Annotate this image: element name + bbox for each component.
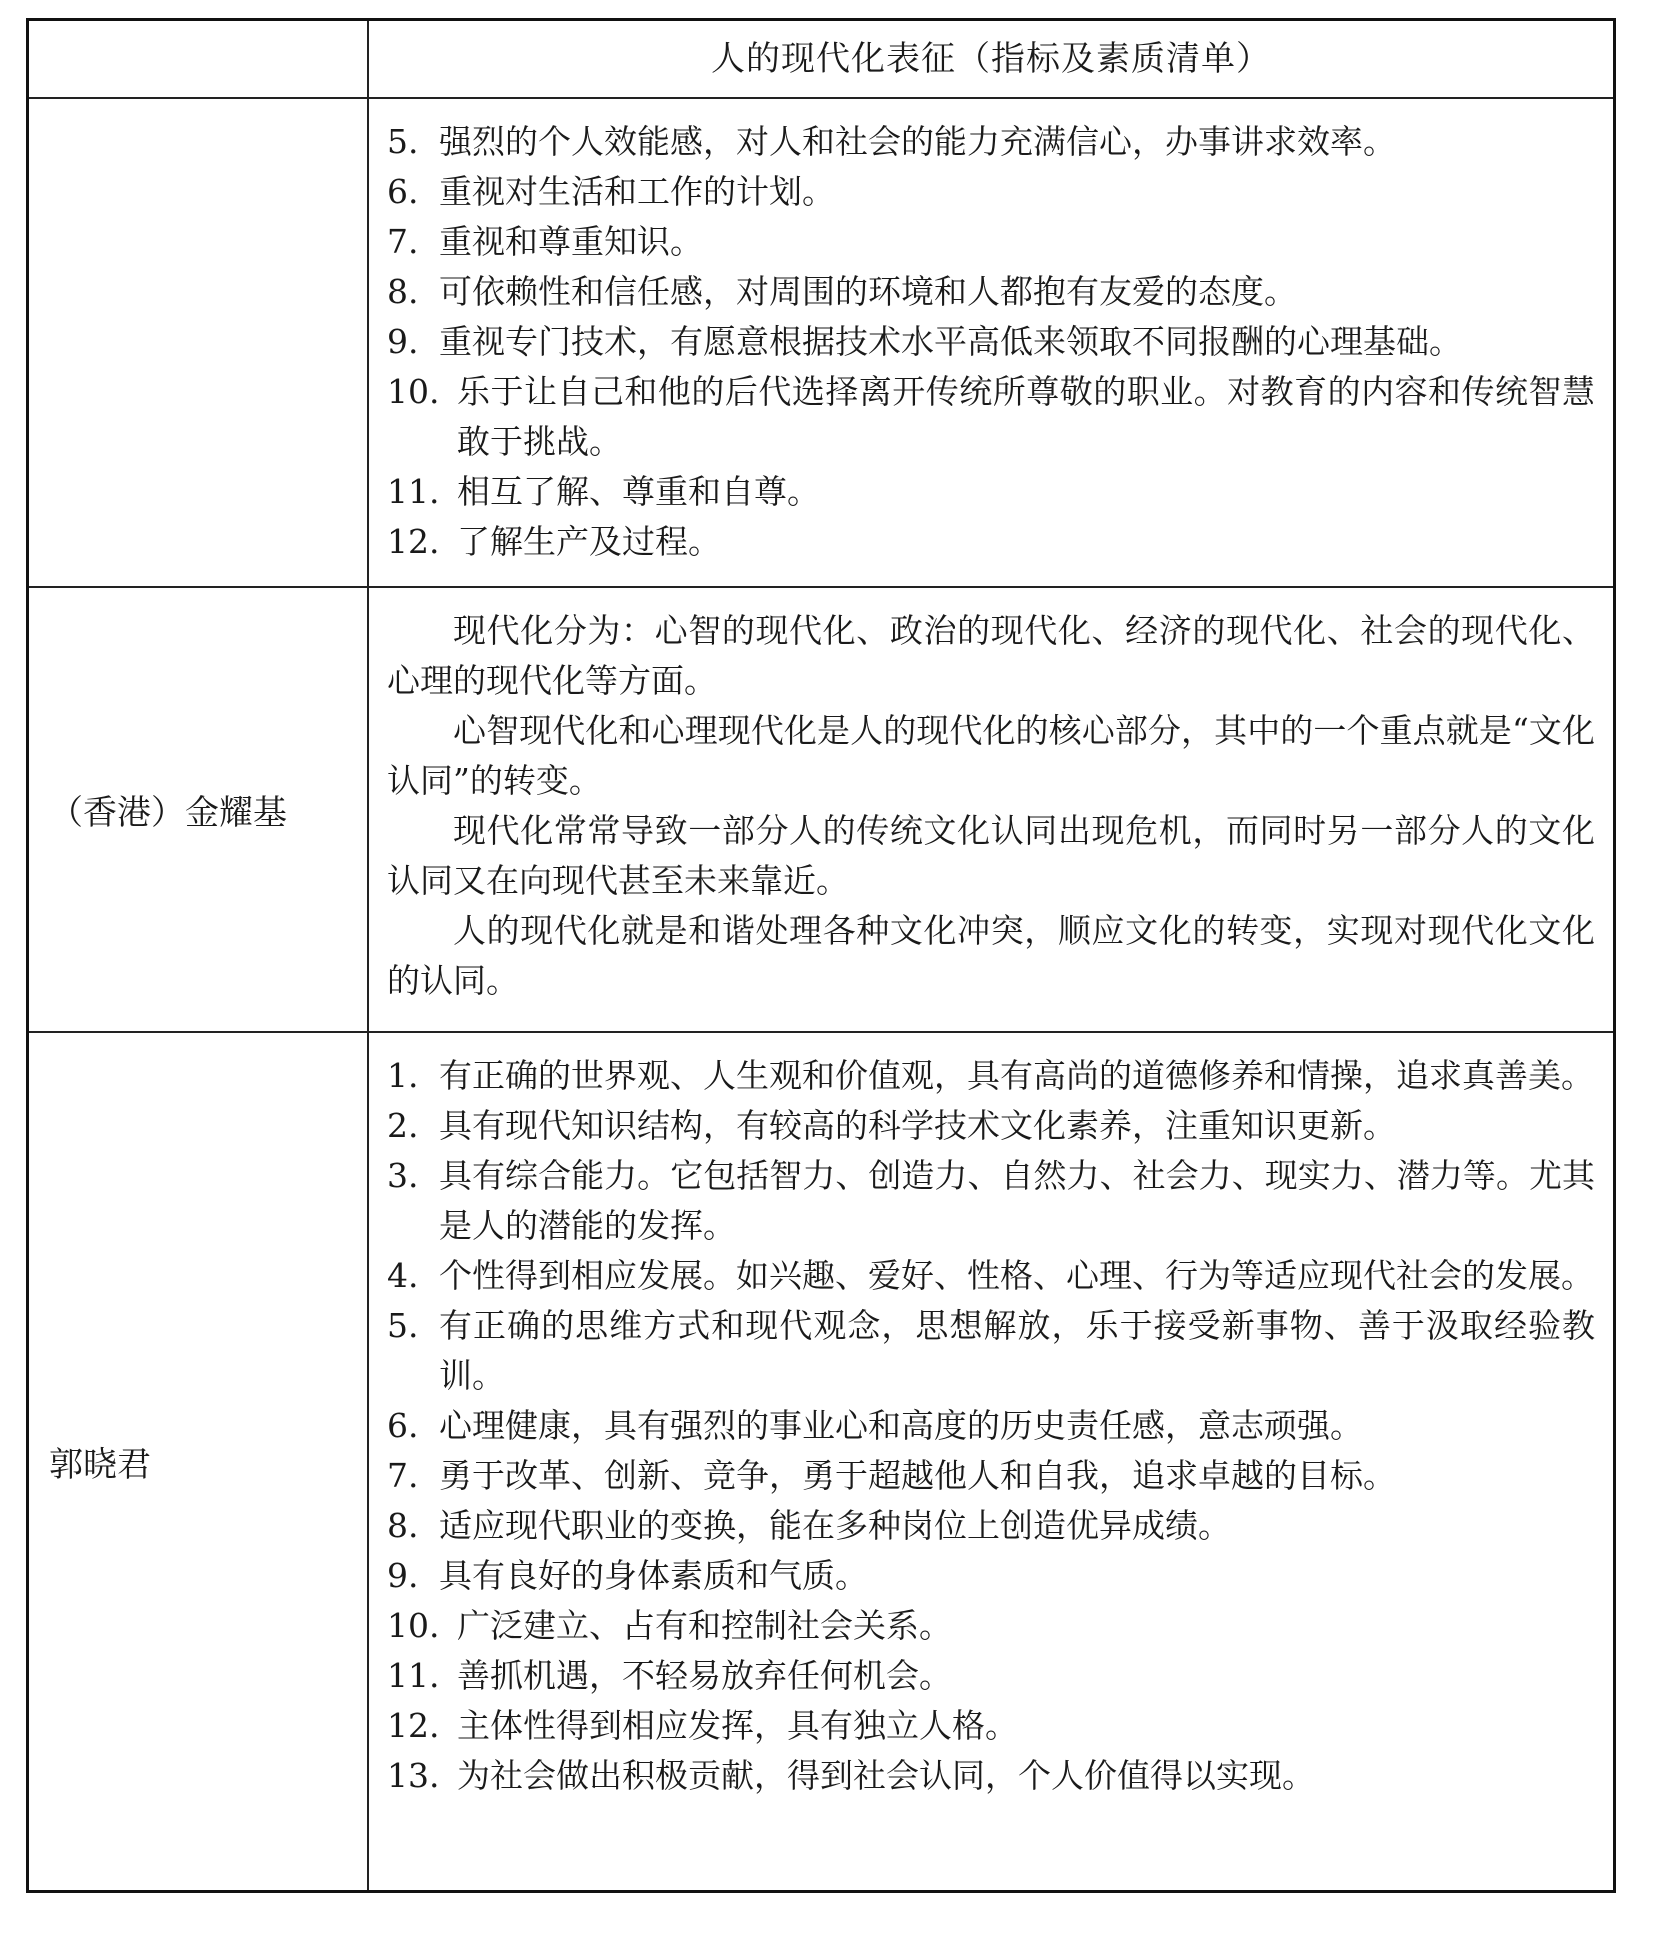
paragraph: 现代化常常导致一部分人的传统文化认同出现危机，而同时另一部分人的文化认同又在向现代甚至未来靠近。 bbox=[387, 811, 1595, 900]
list-item bbox=[387, 167, 1595, 217]
item-text: 乐于让自己和他的后代选择离开传统所尊敬的职业。对教育的内容和传统智慧敢于挑战。 bbox=[457, 372, 1595, 461]
table-row bbox=[29, 1031, 1613, 1890]
list-item bbox=[387, 1701, 1595, 1751]
paragraph: 人的现代化就是和谐处理各种文化冲突，顺应文化的转变，实现对现代化文化的认同。 bbox=[387, 911, 1595, 1000]
table-title: 人的现代化表征（指标及素质清单） bbox=[711, 39, 1271, 79]
item-text: 具有良好的身体素质和气质。 bbox=[439, 1556, 868, 1595]
author-cell bbox=[29, 99, 367, 586]
item-number: 12. bbox=[387, 522, 440, 561]
item-text: 可依赖性和信任感，对周围的环境和人都抱有友爱的态度。 bbox=[439, 272, 1297, 311]
paragraph: 现代化分为：心智的现代化、政治的现代化、经济的现代化、社会的现代化、心理的现代化等方面。 bbox=[387, 611, 1595, 700]
item-text: 勇于改革、创新、竞争，勇于超越他人和自我，追求卓越的目标。 bbox=[439, 1456, 1396, 1495]
list-item bbox=[387, 467, 1595, 517]
list-item bbox=[387, 1051, 1595, 1101]
list-item bbox=[387, 1101, 1595, 1151]
list-item bbox=[387, 1751, 1595, 1801]
item-number: 5. bbox=[387, 1306, 419, 1345]
list-item bbox=[387, 1151, 1595, 1251]
item-text: 心理健康，具有强烈的事业心和高度的历史责任感，意志顽强。 bbox=[439, 1406, 1363, 1445]
item-text: 善抓机遇，不轻易放弃任何机会。 bbox=[457, 1656, 952, 1695]
author-cell: 郭晓君 bbox=[49, 1445, 151, 1485]
item-text: 主体性得到相应发挥，具有独立人格。 bbox=[457, 1706, 1018, 1745]
item-number: 5. bbox=[387, 122, 419, 161]
list-item bbox=[387, 1651, 1595, 1701]
item-text: 具有综合能力。它包括智力、创造力、自然力、社会力、现实力、潜力等。尤其是人的潜能的发挥。 bbox=[439, 1156, 1595, 1245]
list-item bbox=[387, 1451, 1595, 1501]
item-number: 13. bbox=[387, 1756, 440, 1795]
list-item bbox=[387, 1301, 1595, 1401]
header-row bbox=[29, 21, 1613, 97]
item-number: 7. bbox=[387, 1456, 419, 1495]
item-number: 9. bbox=[387, 322, 419, 361]
item-number: 12. bbox=[387, 1706, 440, 1745]
list-item bbox=[387, 1501, 1595, 1551]
item-text: 适应现代职业的变换，能在多种岗位上创造优异成绩。 bbox=[439, 1506, 1231, 1545]
item-number: 7. bbox=[387, 222, 419, 261]
list-item bbox=[387, 1251, 1595, 1301]
list-item bbox=[387, 1601, 1595, 1651]
header-left-cell bbox=[29, 21, 367, 97]
item-number: 3. bbox=[387, 1156, 419, 1195]
content-cell bbox=[369, 588, 1613, 1031]
item-text: 个性得到相应发展。如兴趣、爱好、性格、心理、行为等适应现代社会的发展。 bbox=[439, 1256, 1594, 1295]
item-text: 相互了解、尊重和自尊。 bbox=[457, 472, 820, 511]
item-number: 8. bbox=[387, 272, 419, 311]
item-number: 2. bbox=[387, 1106, 419, 1145]
item-number: 11. bbox=[387, 1656, 440, 1695]
item-number: 10. bbox=[387, 1606, 440, 1645]
item-text: 重视专门技术，有愿意根据技术水平高低来领取不同报酬的心理基础。 bbox=[439, 322, 1462, 361]
list-item bbox=[387, 317, 1595, 367]
item-number: 6. bbox=[387, 172, 419, 211]
item-number: 8. bbox=[387, 1506, 419, 1545]
content-cell bbox=[369, 1033, 1613, 1890]
item-text: 为社会做出积极贡献，得到社会认同，个人价值得以实现。 bbox=[457, 1756, 1315, 1795]
item-text: 广泛建立、占有和控制社会关系。 bbox=[457, 1606, 952, 1645]
item-number: 11. bbox=[387, 472, 440, 511]
item-text: 强烈的个人效能感，对人和社会的能力充满信心，办事讲求效率。 bbox=[439, 122, 1396, 161]
list-item bbox=[387, 267, 1595, 317]
item-number: 9. bbox=[387, 1556, 419, 1595]
item-number: 1. bbox=[387, 1056, 419, 1095]
list-item bbox=[387, 117, 1595, 167]
item-text: 重视对生活和工作的计划。 bbox=[439, 172, 835, 211]
list-item bbox=[387, 1551, 1595, 1601]
item-text: 有正确的世界观、人生观和价值观，具有高尚的道德修养和情操，追求真善美。 bbox=[439, 1056, 1594, 1095]
item-text: 有正确的思维方式和现代观念，思想解放，乐于接受新事物、善于汲取经验教训。 bbox=[439, 1306, 1595, 1395]
table-row bbox=[29, 97, 1613, 586]
item-text: 具有现代知识结构，有较高的科学技术文化素养，注重知识更新。 bbox=[439, 1106, 1396, 1145]
list-item bbox=[387, 517, 1595, 567]
item-number: 10. bbox=[387, 372, 440, 411]
item-text: 了解生产及过程。 bbox=[457, 522, 721, 561]
list-item bbox=[387, 367, 1595, 467]
list-item bbox=[387, 217, 1595, 267]
author-cell: （香港）金耀基 bbox=[49, 793, 287, 833]
item-number: 4. bbox=[387, 1256, 419, 1295]
paragraph: 心智现代化和心理现代化是人的现代化的核心部分，其中的一个重点就是“文化认同”的转变。 bbox=[387, 711, 1595, 800]
item-text: 重视和尊重知识。 bbox=[439, 222, 703, 261]
list-item bbox=[387, 1401, 1595, 1451]
modernization-table bbox=[26, 18, 1616, 1893]
item-number: 6. bbox=[387, 1406, 419, 1445]
table-row bbox=[29, 586, 1613, 1031]
content-cell bbox=[369, 99, 1613, 586]
